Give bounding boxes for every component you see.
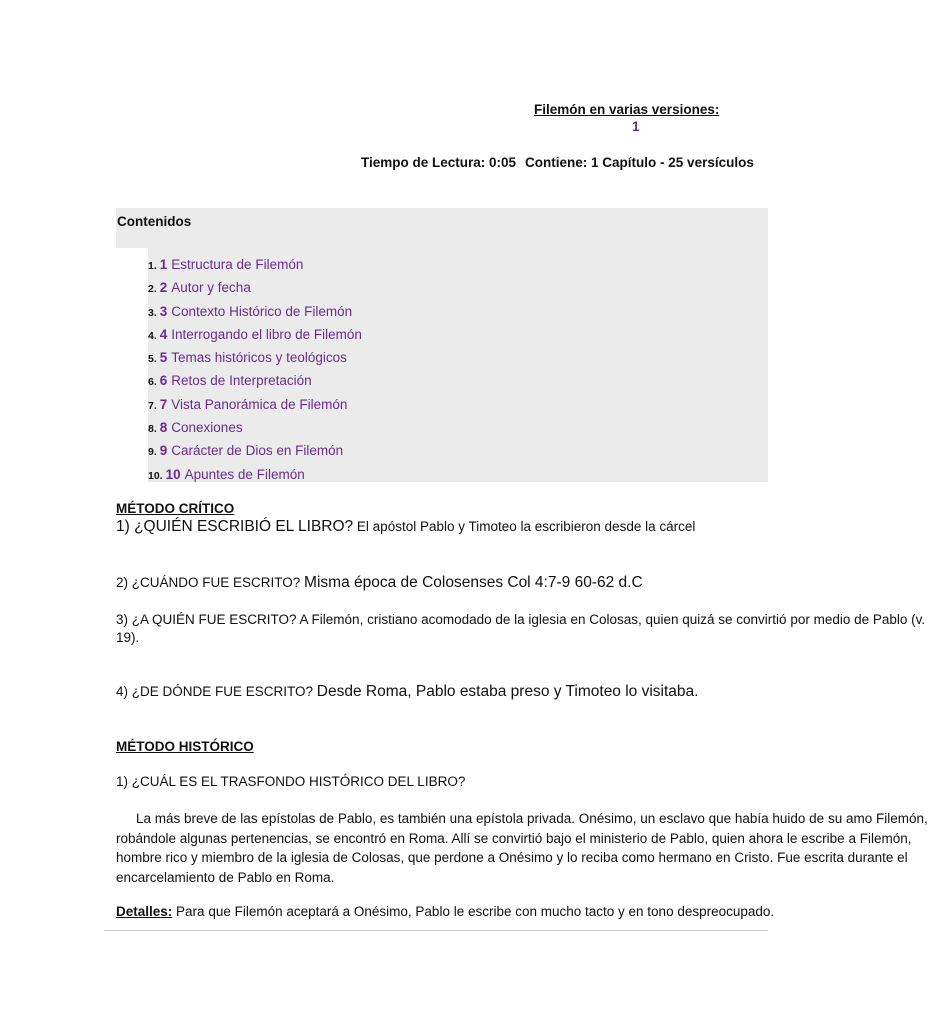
toc-list [148, 253, 362, 486]
toc-link[interactable]: Carácter de Dios en Filemón [171, 443, 344, 459]
toc-item-vista[interactable]: 7. 7 Vista Panorámica de Filemón [148, 396, 348, 412]
toc-item-conexiones[interactable]: 8. 8 Conexiones [148, 420, 243, 436]
toc-link[interactable]: Temas históricos y teológicos [171, 350, 347, 366]
section-title-critico: MÉTODO CRÍTICO [116, 501, 235, 516]
question-answer: Desde Roma, Pablo estaba preso y Timoteo lo visitaba. [316, 683, 699, 700]
question-answer: Misma época de Colosenses Col 4:7-9 60-62 d.C [304, 574, 643, 591]
toc-margin [116, 248, 148, 482]
toc-item-apuntes[interactable]: 10. 10 Apuntes de Filemón [148, 466, 305, 482]
toc-item-caracter[interactable]: 9. 9 Carácter de Dios en Filemón [148, 443, 344, 459]
background-paragraph [116, 809, 928, 887]
toc-item-temas[interactable]: 5. 5 Temas históricos y teológicos [148, 350, 347, 366]
paragraph-line: robándole algunas pertenencias, se encontró en Roma. Allí se convirtió bajo el ministerio de Pablo, quien ahora le escribe a Filemón, [116, 830, 912, 846]
toc-link[interactable]: Autor y fecha [171, 280, 251, 296]
paragraph-line: hombre rico y miembro de la iglesia de Colosas, que perdone a Onésimo y lo reciba como hermano en Cristo. Fue escrita durante el [116, 850, 908, 865]
reading-info [361, 155, 754, 170]
question-label: 1) ¿QUIÉN ESCRIBIÓ EL LIBRO? [116, 518, 354, 535]
toc-item-autor[interactable]: 2. 2 Autor y fecha [148, 280, 251, 296]
question-from-where [116, 683, 698, 701]
toc-link[interactable]: Vista Panorámica de Filemón [171, 396, 348, 412]
question-when [116, 574, 643, 592]
toc-link[interactable]: Conexiones [171, 420, 243, 436]
document-number: 1 [632, 119, 640, 134]
question-answer: El apóstol Pablo y Timoteo la escribieron desde la cárcel [356, 519, 696, 534]
toc-link[interactable]: Retos de Interpretación [171, 373, 312, 389]
question-to-whom: 3) ¿A QUIÉN FUE ESCRITO? A Filemón, cristiano acomodado de la iglesia en Colosas, quien quizá se convirtió por medio de Pablo (v. [116, 612, 926, 627]
document-title: Filemón en varias versiones: [534, 102, 720, 117]
toc-item-estructura[interactable]: 1. 1 Estructura de Filemón [148, 257, 304, 272]
toc-link[interactable]: Interrogando el libro de Filemón [171, 326, 362, 342]
question-to-whom-continuation: 19). [116, 630, 140, 645]
toc-item-contexto[interactable]: 3. 3 Contexto Histórico de Filemón [148, 303, 353, 319]
toc-link[interactable]: Contexto Histórico de Filemón [171, 303, 353, 319]
toc-link[interactable]: Estructura de Filemón [171, 257, 304, 272]
question-label: 2) ¿CUÁNDO FUE ESCRITO? [116, 575, 301, 590]
contains-info: Contiene: 1 Capítulo - 25 versículos [525, 155, 754, 170]
divider [104, 930, 768, 931]
question-background: 1) ¿CUÁL ES EL TRASFONDO HISTÓRICO DEL LIBRO? [116, 774, 466, 789]
question-who [116, 518, 695, 536]
details-text: Para que Filemón aceptará a Onésimo, Pablo le escribe con mucho tacto y en tono despreocupado. [176, 904, 775, 919]
toc-heading: Contenidos [117, 214, 192, 229]
details-label: Detalles: [116, 904, 173, 919]
reading-time: Tiempo de Lectura: 0:05 [361, 155, 517, 170]
toc-item-interrogando[interactable]: 4. 4 Interrogando el libro de Filemón [148, 326, 362, 342]
paragraph-line: La más breve de las epístolas de Pablo, es también una epístola privada. Onésimo, un esclavo que había huido de su amo Filemón, [136, 811, 928, 826]
question-label: 4) ¿DE DÓNDE FUE ESCRITO? [116, 684, 314, 699]
section-title-historico: MÉTODO HISTÓRICO [116, 739, 254, 754]
paragraph-line: encarcelamiento de Pablo en Roma. [116, 869, 335, 885]
toc-link[interactable]: Apuntes de Filemón [184, 466, 305, 482]
toc-item-retos[interactable]: 6. 6 Retos de Interpretación [148, 373, 312, 389]
details-line [116, 904, 774, 919]
